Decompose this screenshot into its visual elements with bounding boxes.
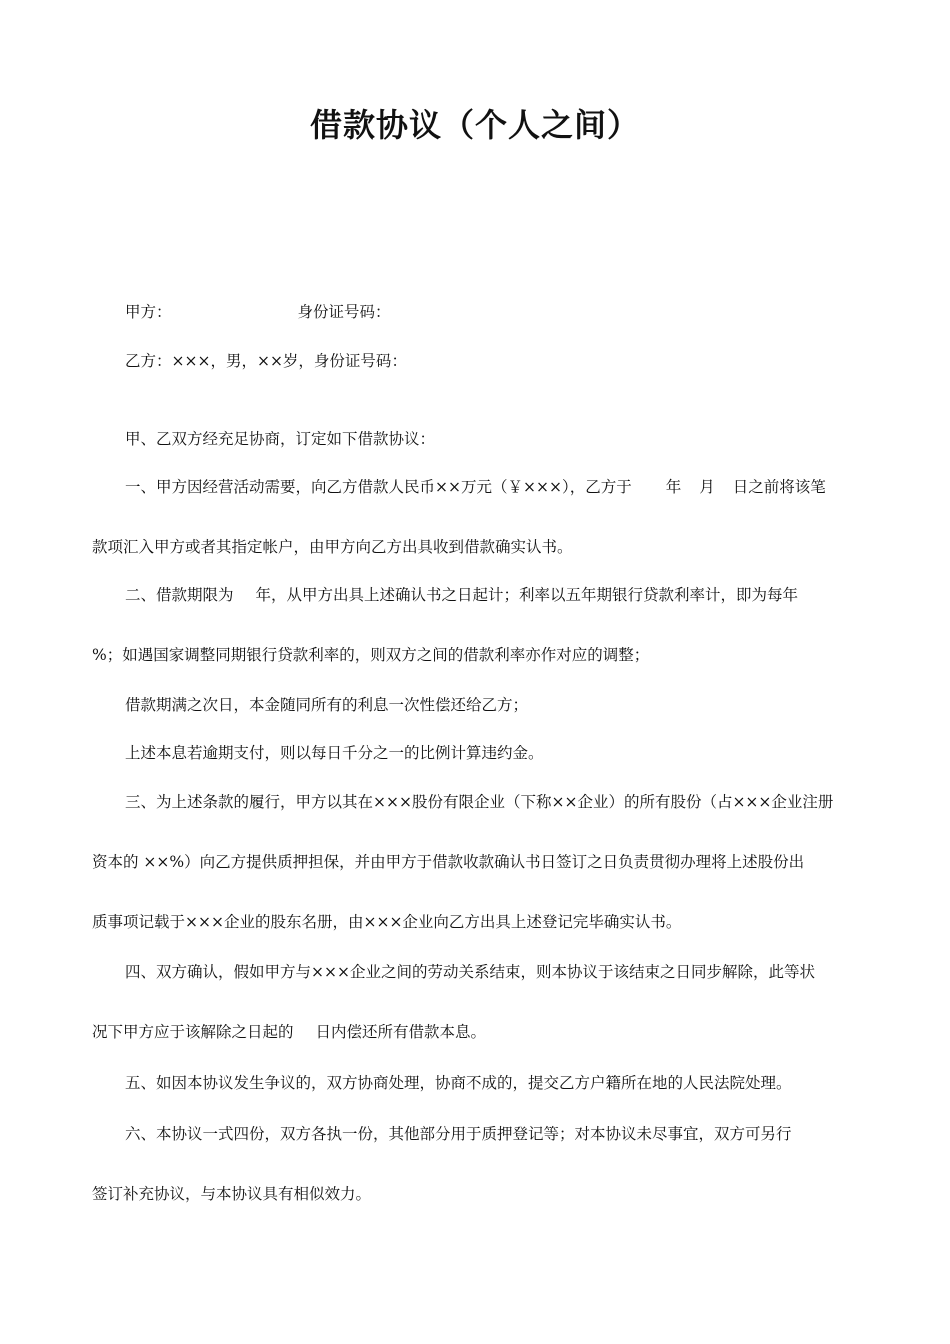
party-b-line: 乙方：×××，男，××岁，身份证号码： [125,352,407,370]
clause2-line1 [125,585,798,605]
clause2-line3: 借款期满之次日，本金随同所有的利息一次性偿还给乙方； [125,696,529,714]
clause1-text-b: 日之前将该笔 [732,478,826,496]
clause2-text-b: 年，从甲方出具上述确认书之日起计；利率以五年期银行贷款利率计，即为每年 [255,586,799,604]
clause5-line1: 五、如因本协议发生争议的，双方协商处理，协商不成的，提交乙方户籍所在地的人民法院处理。 [125,1074,792,1092]
clause4-text-b: 日内偿还所有借款本息。 [315,1023,487,1041]
clause3-line1: 三、为上述条款的履行，甲方以其在×××股份有限企业（下称××企业）的所有股份（占×××企业注册 [125,793,834,811]
clause1-line2: 款项汇入甲方或者其指定帐户，由甲方向乙方出具收到借款确实认书。 [92,538,573,556]
clause4-text-a: 况下甲方应于该解除之日起的 [92,1023,294,1041]
party-a-id-label: 身份证号码： [297,303,391,321]
clause3-line2: 资本的 ××%）向乙方提供质押担保，并由甲方于借款收款确认书日签订之日负责贯彻办理将上述股份出 [92,853,805,871]
clause6-line1: 六、本协议一式四份，双方各执一份，其他部分用于质押登记等；对本协议未尽事宜，双方可另行 [125,1125,792,1143]
clause4-line1: 四、双方确认，假如甲方与×××企业之间的劳动关系结束，则本协议于该结束之日同步解除，此等状 [125,963,815,981]
clause2-line4: 上述本息若逾期支付，则以每日千分之一的比例计算违约金。 [125,744,544,762]
clause2-text-a: 二、借款期限为 [125,586,234,604]
clause1-text-a: 一、甲方因经营活动需要，向乙方借款人民币××万元（￥×××），乙方于 [125,478,632,496]
intro-line: 甲、乙双方经充足协商，订定如下借款协议： [125,430,436,448]
clause3-line3: 质事项记载于×××企业的股东名册，由×××企业向乙方出具上述登记完毕确实认书。 [92,913,682,931]
party-a-label: 甲方： [125,303,172,321]
party-a-line [125,302,391,322]
clause2-line2: %；如遇国家调整同期银行贷款利率的，则双方之间的借款利率亦作对应的调整； [92,646,650,664]
clause1-year: 年 [665,478,682,496]
document-title: 借款协议（个人之间） [309,106,640,144]
clause6-line2: 签订补充协议，与本协议具有相似效力。 [92,1185,372,1203]
clause1-line1 [125,477,826,497]
clause1-month: 月 [699,478,715,496]
clause4-line2 [92,1022,486,1042]
